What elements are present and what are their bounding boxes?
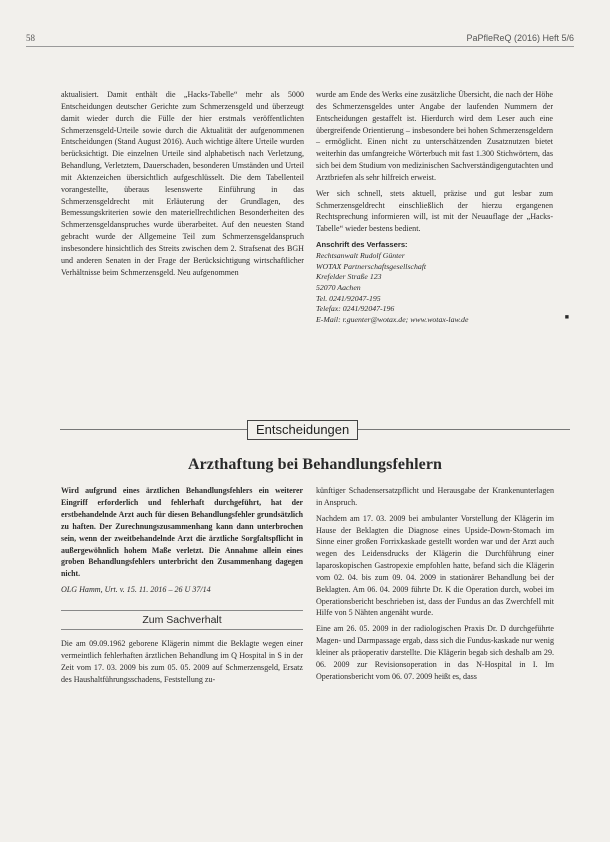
review-column-left [61,89,304,283]
article-paragraph: künftiger Schadensersatzpflicht und Herausgabe der Krankenunterlagen in Anspruch. [316,486,554,507]
section-label: Entscheidungen [247,420,358,440]
review-column-right [316,89,569,326]
address-line: 52070 Aachen [316,282,361,292]
page-number: 58 [26,33,35,43]
article-paragraph: Nachdem am 17. 03. 2009 bei ambulanter Vorstellung der Klägerin im Hause der Beklagten die Diagnose eines Upside-Down-Stomach im Sinne einer großen Forrixkaskade gestellt worden war und der Arzt auch wegen des Leidensdrucks der Klägerin die Durchführung einer laparoskopischen Gastropexie empfohlen hatte, befand sich die Klägerin vom 02. 04. bis zum 09. 04. 2009 in stationärer Behandlung bei der Beklagten. Am 06. 04. 2009 führte Dr. K die Operation durch, wobei im Operationsbericht beschrieben ist, dass der Fundus an das Zwerchfell mit Hilfe von 5 Nähten angenäht wurde. [316,513,554,618]
header-rule [26,46,574,47]
article-paragraph: Die am 09.09.1962 geborene Klägerin nimmt die Beklagte wegen einer vermeintlich fehlerhaften ärztlichen Behandlung im Q Hospital in S in der Zeit vom 17. 03. 2009 bis zum 05. 05. 2009 auf Schmerzensgeld, Ersatz des Haushaltführungsschadens, Feststellung zu- [61,639,303,684]
end-mark-icon: ■ [564,312,569,321]
address-line: Krefelder Straße 123 [316,272,382,282]
address-heading: Anschrift des Verfassers: [316,240,408,250]
article-title: Arzthaftung bei Behandlungsfehlern [187,456,443,473]
subheading: Zum Sachverhalt [61,610,303,630]
review-paragraph: aktualisiert. Damit enthält die „Hacks-Tabelle“ mehr als 5000 Entscheidungen deutscher Gerichte zum Schmerzensgeld und überzeugt damit wieder durch die Fülle der hier erstmals veröffentlichten Schmerzensgeld-Urteile sowie durch die Aktualität der aufgenommenen Entscheidungen (Stand August 2016). Auch wichtige ältere Urteile wurden berücksichtigt. Die einzelnen Urteile sind alphabetisch nach Verletzung, Behandlung, Verletztem, Dauerschaden, besonderen Umständen und Urteil mit Aktenzeichen übersichtlich aufgeschlüsselt. Die dem Tabellenteil vorangestellte, überaus lesenswerte Einführung in das Schmerzensgeldrecht mit Erläuterung der Grundlagen, des Bemessungskriterien sowie den materiellrechtlichen Besonderheiten des Schmerzensgeldanspruches wurde überarbeitet. Auf den neuesten Stand gebracht wurde der Allgemeine Teil zum Schmerzensgeldanspruch insbesondere hinsichtlich des Streits zwischen dem 2. Strafsenat des BGH und anderen Senaten in der Frage der Berücksichtigung wirtschaftlicher Verhältnisse beim Schmerzensgeld. Neu aufgenommen [61,90,304,277]
address-line: Rechtsanwalt Rudolf Günter [316,250,405,260]
section-band [60,420,570,440]
review-paragraph: Wer sich schnell, stets aktuell, präzise und gut lesbar zum Schmerzensgeldrecht einschließlich der hierzu ergangenen Rechtsprechung informieren will, ist mit der Neuauflage der „Hacks-Tabelle“ wieder bestens bedient. [316,188,553,234]
address-line: Tel. 0241/92047-195 [316,293,381,303]
article-lead: Wird aufgrund eines ärztlichen Behandlungsfehlers ein weiterer Eingriff erforderlich und fehlerhaft durchgeführt, hat der erstbehandelnde Arzt auch für diesen Behandlungsfehler grundsätzlich zu haften. Der Zurechnungszusammenhang kann dann unterbrochen sein, wenn der zweitbehandelnde Arzt die ärztliche Sorgfaltspflicht in außergewöhnlich hohem Maße verletzt. Die Annahme allein eines groben Behandlungsfehlers unterbricht den Zusammenhang dagegen nicht. [61,486,303,579]
address-line: Telefax: 0241/92047-196 [316,304,395,314]
article-citation: OLG Hamm, Urt. v. 15. 11. 2016 – 26 U 37/14 [61,585,211,595]
address-line: E-Mail: r.guenter@wotax.de; www.wotax-law.de [316,315,469,325]
article-paragraph: Eine am 26. 05. 2009 in der radiologischen Praxis Dr. D durchgeführte Magen- und Darmpassage ergab, dass sich die Fundus-kaskade nur wenig kleiner als präoperativ darstellte. Die Klägerin begab sich deshalb am 29. 06. 2009 zur Revisionsoperation in das N-Hospital in I. Im Operationsbericht vom 06. 07. 2009 heißt es, dass [316,624,554,681]
journal-header: PaPfleReQ (2016) Heft 5/6 [466,33,574,43]
article-column-right [316,485,554,687]
article-column-left [61,485,303,689]
author-address [316,240,553,326]
address-line: WOTAX Partnerschaftsgesellschaft [316,261,427,271]
review-paragraph: wurde am Ende des Werks eine zusätzliche Übersicht, die nach der Höhe des Schmerzensgeldes unter Angabe der laufenden Nummern der Entscheidungen gestaffelt ist. Hierdurch wird dem Leser auch eine übergreifende Orientierung – insbesondere bei hohen Schmerzensgeldern – ermöglicht. Einen nicht zu unterschätzenden Zusatznutzen bietet weiterhin das umfangreiche Wörterbuch mit fast 1.300 Stichwörtern, das sich bei dem Studium von medizinischen Sachverständigengutachten und Arztbriefen als sehr hilfreich erweist. [316,90,553,182]
